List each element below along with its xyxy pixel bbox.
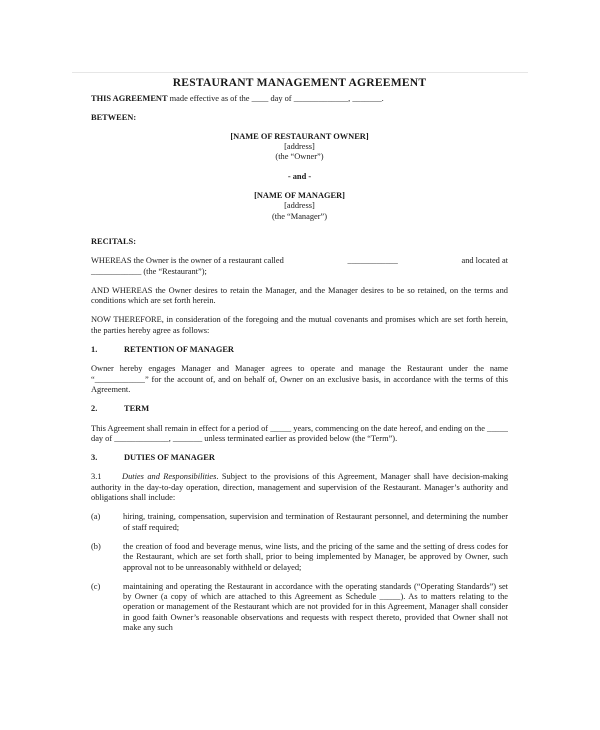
section-1-number: 1. — [91, 345, 98, 355]
page-top-rule — [72, 72, 528, 73]
list-item-text: maintaining and operating the Restaurant in accordance with the operating standards (“Operating Standards”) set by Owner (a copy of which are attached to this Agreement as Schedule _____). As to matters relating to the operation or management of the Restaurant which are not provided for in this Agreement, Manager shall consider in good faith Owner’s reasonable observations and requests with respect thereto, provided that Owner shall not make any such — [123, 581, 508, 632]
list-item-text: hiring, training, compensation, supervision and termination of Restaurant personnel, and determining the number of staff required; — [123, 512, 508, 532]
owner-address: [address] — [284, 142, 315, 152]
whereas-1-line-2: ____________ (the “Restaurant”); — [91, 266, 207, 276]
list-item-text: the creation of food and beverage menus, wine lists, and the pricing of the same and the setting of dress codes for the Restaurant, which are set forth shall, prior to being implemented by Manager, be approved by Owner, such approval not to be unreasonably withheld or delayed; — [123, 541, 508, 572]
section-2-number: 2. — [91, 404, 98, 414]
section-3-1-paragraph — [91, 472, 508, 503]
intro-text-3: , — [348, 94, 353, 104]
document-body — [91, 78, 508, 633]
whereas-paragraph-2: AND WHEREAS the Owner desires to retain the Manager, and the Manager desires to be so retained, on the terms and conditions which are set forth herein. — [91, 285, 508, 306]
section-3-1-heading: Duties and Responsibilities — [122, 472, 217, 482]
section-3-heading — [91, 453, 508, 463]
intro-text-1: made effective as of the — [167, 94, 252, 104]
list-item — [91, 582, 508, 633]
intro-text-2: day of — [268, 94, 294, 104]
intro-blank-month: _____________ — [293, 94, 349, 104]
intro-blank-day: ____ — [251, 94, 269, 104]
manager-role: (the “Manager”) — [271, 211, 328, 221]
section-1-heading — [91, 345, 508, 355]
section-1-title: RETENTION OF MANAGER — [124, 345, 234, 355]
section-2-body: This Agreement shall remain in effect for a period of _____ years, commencing on the date hereof, and ending on the _____ day of _____________, _______ unless terminated earlier as provided below (the “Term”). — [91, 423, 508, 443]
manager-block — [91, 191, 508, 222]
whereas-1-blank: ____________ — [347, 256, 398, 266]
intro-blank-year: _______ — [352, 94, 382, 104]
between-label: BETWEEN: — [91, 112, 137, 122]
section-1-body: Owner hereby engages Manager and Manager agrees to operate and manage the Restaurant under the name “____________” for the account of, and on behalf of, Owner on an exclusive basis, in accordance with the terms of this Agreement. — [91, 364, 508, 394]
list-item-label: (b) — [91, 541, 101, 551]
list-item-label: (a) — [91, 512, 101, 522]
whereas-1-text-end: and located at — [461, 256, 508, 266]
owner-name: [NAME OF RESTAURANT OWNER] — [230, 131, 369, 141]
section-3-1-body: . Subject to the provisions of this Agreement, Manager shall have decision-making authority in the day-to-day operation, direction, management and supervision of the Restaurant. Manager’s authority and obligations shall include: — [91, 472, 509, 503]
now-therefore-paragraph: NOW THEREFORE, in consideration of the foregoing and the mutual covenants and promises which are set forth herein, the parties hereby agree as follows: — [91, 315, 508, 335]
intro-lead: THIS AGREEMENT — [91, 94, 168, 104]
section-3-1-number: 3.1 — [91, 472, 102, 482]
section-3-title: DUTIES OF MANAGER — [124, 453, 215, 463]
section-3-number: 3. — [91, 453, 98, 463]
intro-paragraph — [91, 94, 508, 104]
list-item — [91, 512, 508, 533]
owner-block — [91, 132, 508, 163]
section-2-title: TERM — [124, 404, 150, 414]
whereas-paragraph-1 — [91, 256, 508, 277]
document-title: RESTAURANT MANAGEMENT AGREEMENT — [172, 76, 427, 89]
recitals-label: RECITALS: — [91, 236, 136, 246]
manager-address: [address] — [284, 201, 315, 211]
manager-name: [NAME OF MANAGER] — [254, 191, 345, 201]
whereas-1-text: WHEREAS the Owner is the owner of a restaurant called — [91, 256, 284, 266]
intro-text-4: . — [381, 94, 384, 104]
list-item — [91, 542, 508, 573]
and-separator: - and - — [287, 171, 312, 181]
owner-role: (the “Owner”) — [275, 152, 324, 162]
section-2-heading — [91, 404, 508, 414]
list-item-label: (c) — [91, 581, 101, 591]
